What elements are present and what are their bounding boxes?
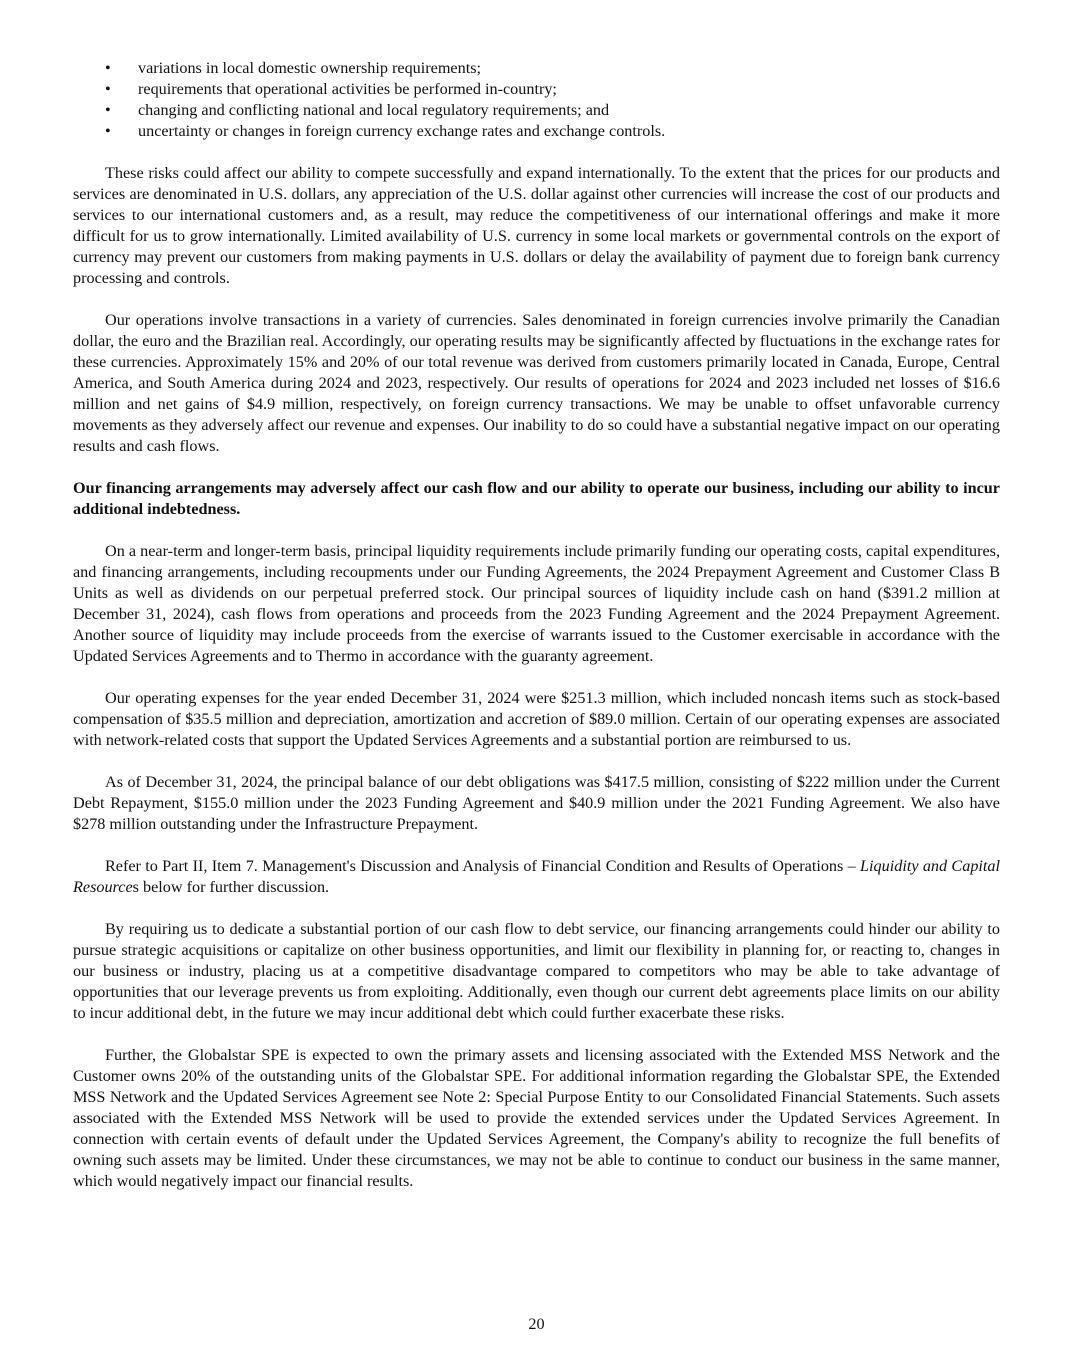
list-item: • variations in local domestic ownership requirements; xyxy=(105,59,481,77)
list-item: • uncertainty or changes in foreign currency exchange rates and exchange controls. xyxy=(105,122,666,140)
list-item: • requirements that operational activities be performed in-country; xyxy=(105,80,557,98)
section-heading-financing: Our financing arrangements may adversely affect our cash flow and our ability to operate our business, including our ability to incur additional indebtedness. xyxy=(73,479,1000,518)
bullet-icon: • xyxy=(105,59,111,77)
paragraph-liquidity-requirements: On a near-term and longer-term basis, principal liquidity requirements include primarily funding our operating costs, capital expenditures, and financing arrangements, including recoupments under our Funding Agreements, the 2024 Prepayment Agreement and Customer Class B Units as well as dividends on our perpetual preferred stock. Our principal sources of liquidity include cash on hand ($391.2 million at December 31, 2024), cash flows from operations and proceeds from the 2023 Funding Agreement and the 2024 Prepayment Agreement. Another source of liquidity may include proceeds from the exercise of warrants issued to the Customer exercisable in accordance with the Updated Services Agreements and to Thermo in accordance with the guaranty agreement. xyxy=(73,542,1000,665)
paragraph-operating-expenses: Our operating expenses for the year ended December 31, 2024 were $251.3 million, which included noncash items such as stock-based compensation of $35.5 million and depreciation, amortization and accretion of $89.0 million. Certain of our operating expenses are associated with network-related costs that support the Updated Services Agreements and a substantial portion are reimbursed to us. xyxy=(73,689,1000,749)
bullet-icon: • xyxy=(105,101,111,119)
bullet-icon: • xyxy=(105,122,111,140)
paragraph-globalstar-spe: Further, the Globalstar SPE is expected to own the primary assets and licensing associated with the Extended MSS Network and the Customer owns 20% of the outstanding units of the Globalstar SPE. For additional information regarding the Globalstar SPE, the Extended MSS Network and the Updated Services Agreement see Note 2: Special Purpose Entity to our Consolidated Financial Statements. Such assets associated with the Extended MSS Network will be used to provide the extended services under the Updated Services Agreement. In connection with certain events of default under the Updated Services Agreement, the Company's ability to recognize the full benefits of owning such assets may be limited. Under these circumstances, we may not be able to continue to conduct our business in the same manner, which would negatively impact our financial results. xyxy=(73,1046,1000,1190)
list-item: • changing and conflicting national and local regulatory requirements; and xyxy=(105,101,610,119)
paragraph-currency-transactions: Our operations involve transactions in a variety of currencies. Sales denominated in foreign currencies involve primarily the Canadian dollar, the euro and the Brazilian real. Accordingly, our operating results may be significantly affected by fluctuations in the exchange rates for these currencies. Approximately 15% and 20% of our total revenue was derived from customers primarily located in Canada, Europe, Central America, and South America during 2024 and 2023, respectively. Our results of operations for 2024 and 2023 included net losses of $16.6 million and net gains of $4.9 million, respectively, on foreign currency transactions. We may be unable to offset unfavorable currency movements as they adversely affect our revenue and expenses. Our inability to do so could have a substantial negative impact on our operating results and cash flows. xyxy=(73,311,1000,455)
document-page xyxy=(73,58,1000,1192)
paragraph-debt-service: By requiring us to dedicate a substantial portion of our cash flow to debt service, our financing arrangements could hinder our ability to pursue strategic acquisitions or capitalize on other business opportunities, and limit our flexibility in planning for, or reacting to, changes in our business or industry, placing us at a competitive disadvantage compared to competitors who may be able to take advantage of opportunities that our leverage prevents us from exploiting. Additionally, even though our current debt agreements place limits on our ability to incur additional debt, in the future we may incur additional debt which could further exacerbate these risks. xyxy=(73,920,1000,1022)
paragraph-refer-item-7: Refer to Part II, Item 7. Management's Discussion and Analysis of Financial Condition and Results of Operations – Liquidity and Capital Resources below for further discussion. xyxy=(73,857,1000,896)
italic-reference: Liquidity and Capital Resource xyxy=(73,857,1000,896)
page-number: 20 xyxy=(528,1315,545,1333)
paragraph-international-risks: These risks could affect our ability to compete successfully and expand internationally. To the extent that the prices for our products and services are denominated in U.S. dollars, any appreciation of the U.S. dollar against other currencies will increase the cost of our products and services to our international customers and, as a result, may reduce the competitiveness of our international offerings and make it more difficult for us to grow internationally. Limited availability of U.S. currency in some local markets or governmental controls on the export of currency may prevent our customers from making payments in U.S. dollars or delay the availability of payment due to foreign bank currency processing and controls. xyxy=(73,164,1000,287)
risk-bullet-list xyxy=(73,58,1000,142)
paragraph-debt-obligations: As of December 31, 2024, the principal balance of our debt obligations was $417.5 million, consisting of $222 million under the Current Debt Repayment, $155.0 million under the 2023 Funding Agreement and $40.9 million under the 2021 Funding Agreement. We also have $278 million outstanding under the Infrastructure Prepayment. xyxy=(73,773,1000,833)
bullet-icon: • xyxy=(105,80,111,98)
